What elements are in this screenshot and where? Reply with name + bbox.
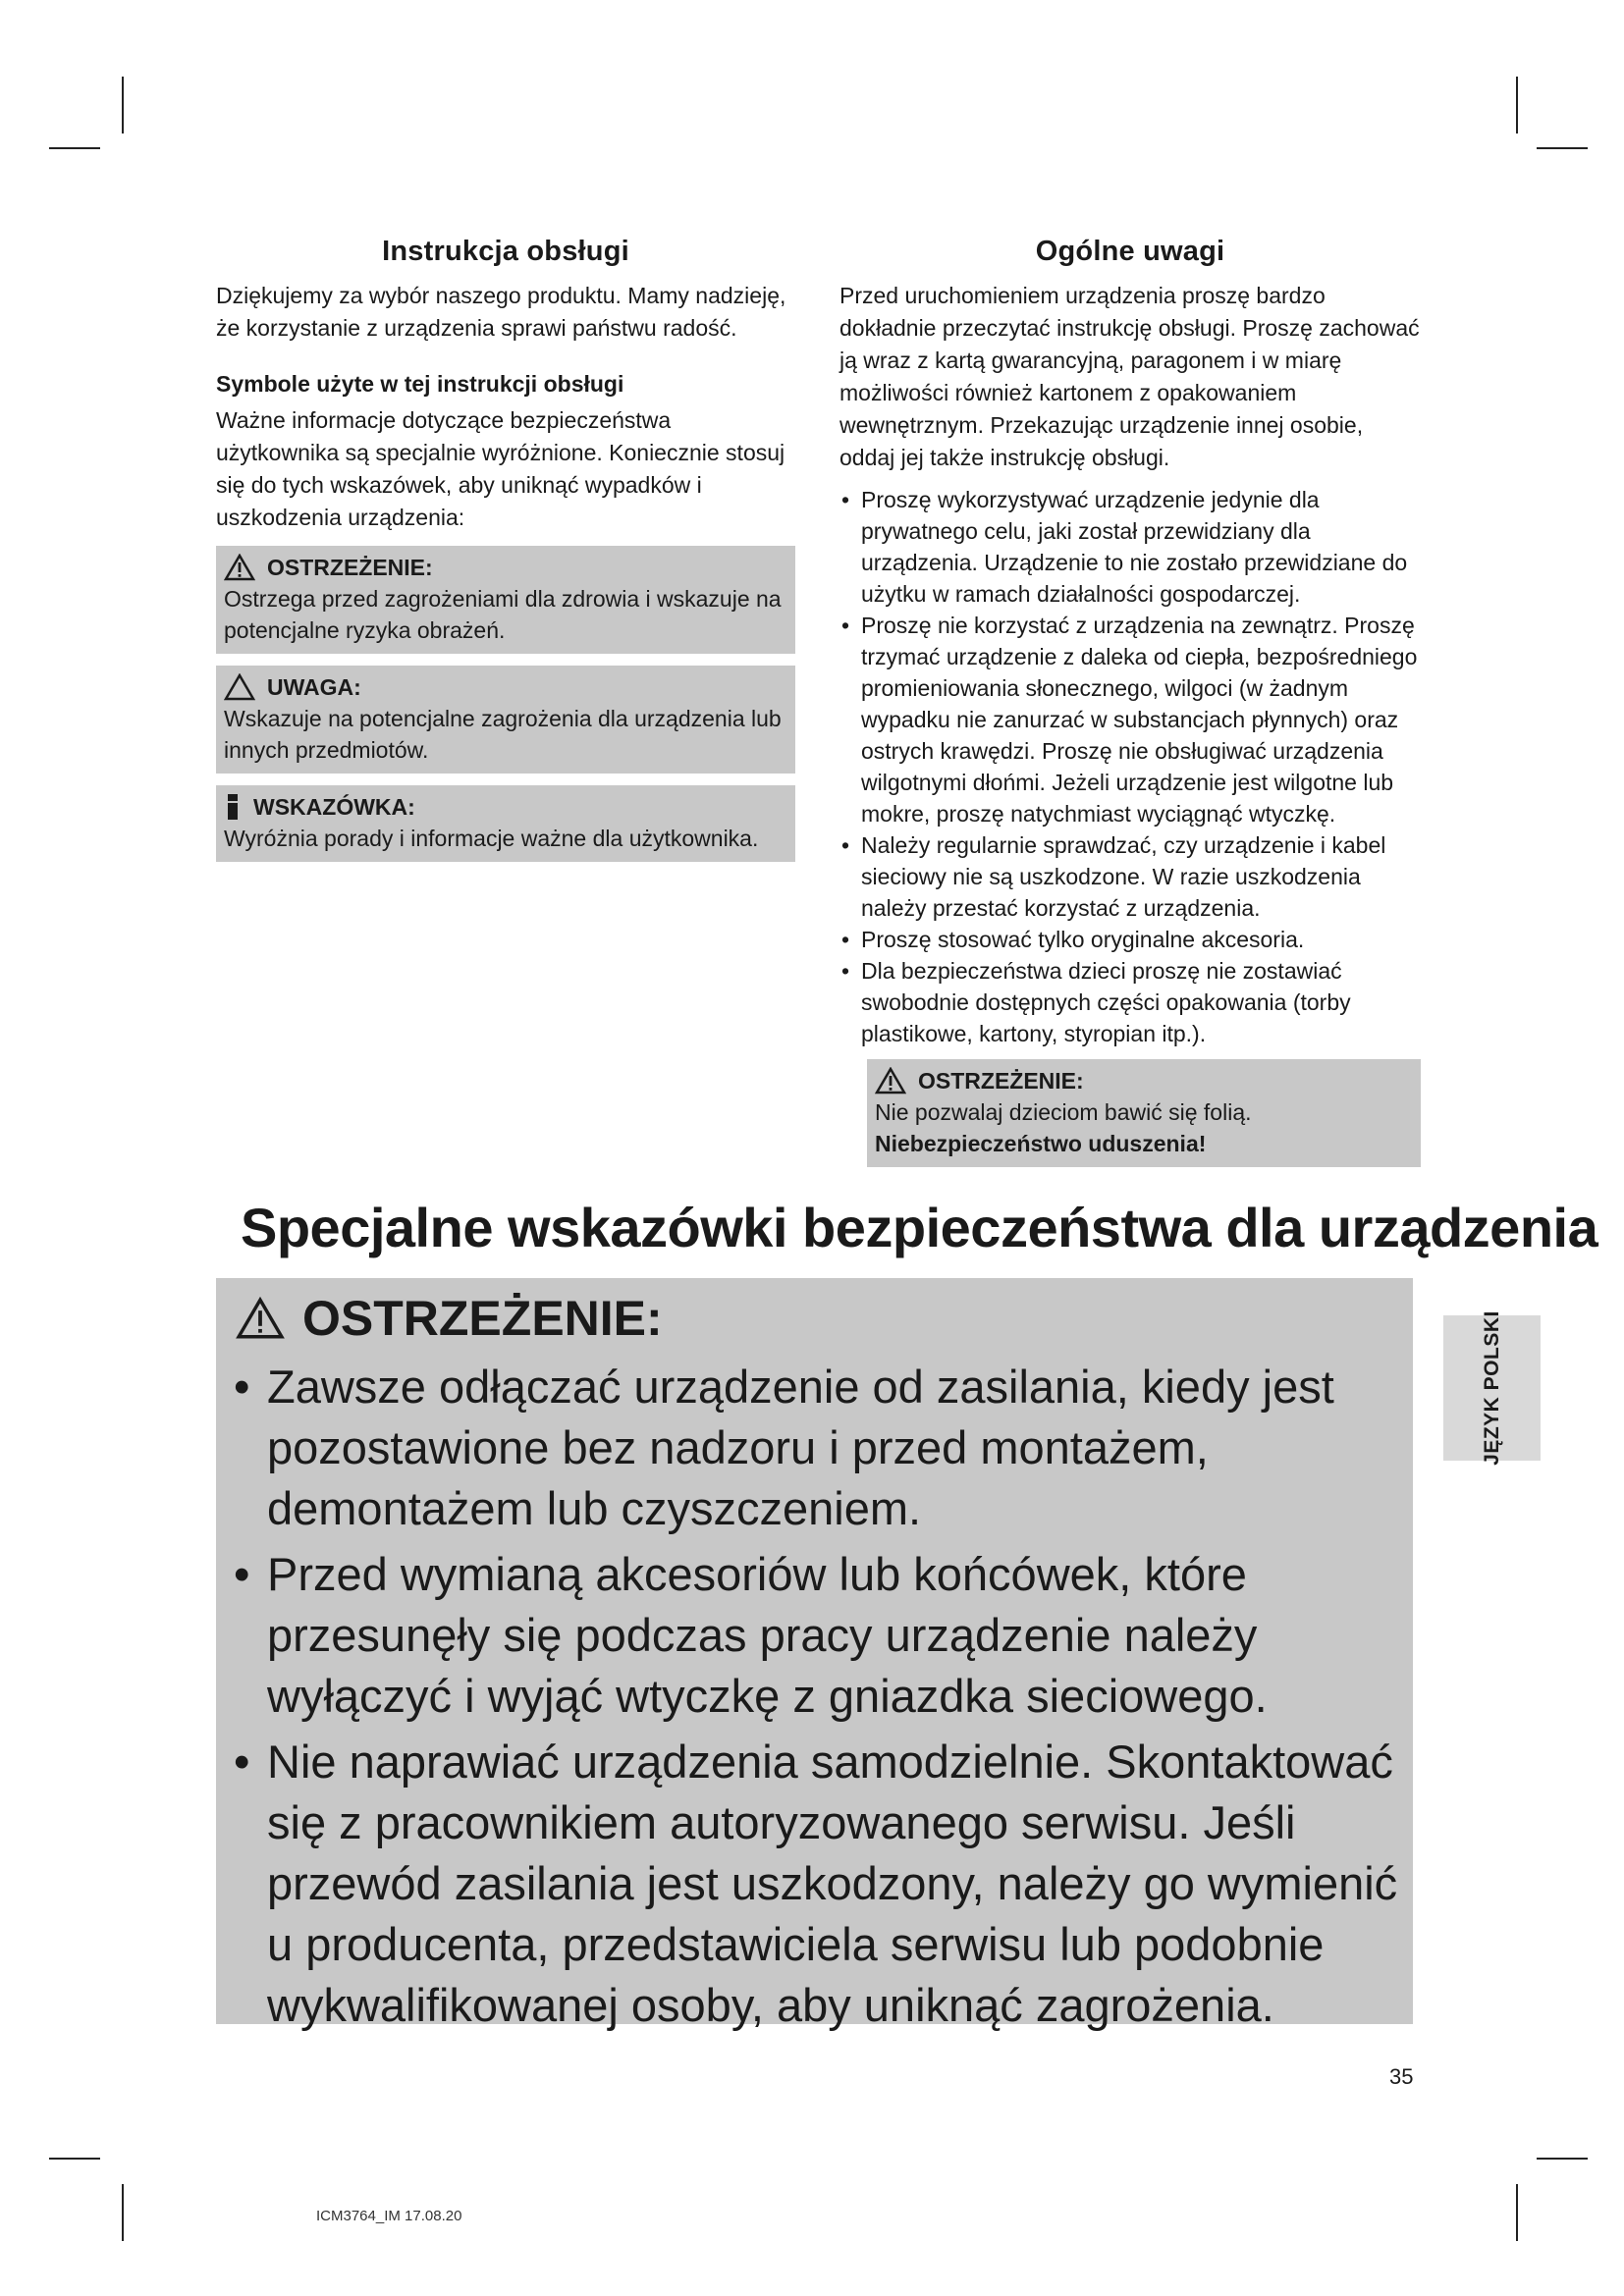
info-icon bbox=[224, 793, 242, 821]
general-notes-column bbox=[839, 236, 1421, 1167]
warning-triangle-icon bbox=[224, 554, 255, 581]
instructions-column bbox=[216, 236, 795, 862]
caution-triangle-icon bbox=[224, 673, 255, 701]
general-notes-list bbox=[839, 484, 1421, 1049]
special-safety-title: Specjalne wskazówki bezpieczeństwa dla urządzenia bbox=[241, 1197, 1598, 1258]
children-warning-box bbox=[867, 1059, 1421, 1167]
crop-mark bbox=[1516, 77, 1518, 133]
symbols-text: Ważne informacje dotyczące bezpieczeństwa użytkownika są specjalnie wyróżnione. Koniecznie stosuj się do tych wskazówek, aby uniknąć wypadków i uszkodzenia urządzenia: bbox=[216, 407, 785, 530]
footer-code: ICM3764_IM 17.08.20 bbox=[316, 2208, 462, 2224]
warning-box bbox=[216, 546, 795, 654]
crop-mark bbox=[1516, 2184, 1518, 2241]
note-text: Wyróżnia porady i informacje ważne dla użytkownika. bbox=[224, 826, 759, 851]
crop-mark bbox=[49, 147, 100, 149]
language-tab bbox=[1443, 1310, 1541, 1466]
page-number: 35 bbox=[1389, 2064, 1414, 2089]
warning-triangle-icon bbox=[875, 1067, 906, 1095]
list-item: • Należy regularnie sprawdzać, czy urządzenie i kabel sieciowy nie są uszkodzone. W razie uszkodzenia należy przestać korzystać z urządzenia. bbox=[841, 832, 1386, 921]
children-warning-text: Nie pozwalaj dzieciom bawić się folią. Niebezpieczeństwo uduszenia! bbox=[875, 1099, 1252, 1156]
caution-text: Wskazuje na potencjalne zagrożenia dla urządzenia lub innych przedmiotów. bbox=[224, 706, 782, 763]
warning-triangle-icon bbox=[236, 1297, 285, 1340]
list-item: • Nie naprawiać urządzenia samodzielnie. Skontaktować się z pracownikiem autoryzowanego serwisu. Jeśli przewód zasilania jest uszkodzony, należy go wymienić u producenta, przedstawiciela serwisu lub podobnie wykwalifikowanej osoby, aby uniknąć zagrożenia. bbox=[234, 1735, 1398, 2031]
suffocation-warning: Niebezpieczeństwo uduszenia! bbox=[875, 1131, 1207, 1156]
instructions-title: Instrukcja obsługi bbox=[382, 236, 629, 267]
general-intro-text: Przed uruchomieniem urządzenia proszę bardzo dokładnie przeczytać instrukcję obsługi. Proszę zachować ją wraz z kartą gwarancyjną, paragonem i w miarę możliwości również kartonem z opakowaniem wewnętrznym. Przekazując urządzenie innej osobie, oddaj jej także instrukcję obsługi. bbox=[839, 283, 1420, 470]
language-tab-label: JĘZYK POLSKI bbox=[1480, 1310, 1503, 1466]
crop-mark bbox=[1537, 147, 1588, 149]
symbols-heading: Symbole użyte w tej instrukcji obsługi bbox=[216, 371, 624, 397]
special-warning-box bbox=[216, 1278, 1413, 2031]
crop-mark bbox=[122, 77, 124, 133]
note-label: WSKAZÓWKA: bbox=[253, 794, 415, 820]
list-item: • Dla bezpieczeństwa dzieci proszę nie zostawiać swobodnie dostępnych części opakowania (torby plastikowe, kartony, styropian itp.). bbox=[841, 958, 1351, 1046]
list-item: • Zawsze odłączać urządzenie od zasilania, kiedy jest pozostawione bez nadzoru i przed montażem, demontażem lub czyszczeniem. bbox=[234, 1361, 1334, 1534]
special-warning-label: OSTRZEŻENIE: bbox=[302, 1291, 663, 1346]
special-safety-list bbox=[226, 1357, 1399, 2041]
list-item: • Proszę stosować tylko oryginalne akcesoria. bbox=[841, 927, 1305, 952]
note-box bbox=[216, 785, 795, 862]
list-item: • Proszę wykorzystywać urządzenie jedynie dla prywatnego celu, jaki został przewidziany dla urządzenia. Urządzenie to nie zostało przewidziane do użytku w ramach działalności gospodarczej. bbox=[841, 487, 1408, 607]
warning-text: Ostrzega przed zagrożeniami dla zdrowia i wskazuje na potencjalne ryzyka obrażeń. bbox=[224, 586, 782, 643]
general-notes-title: Ogólne uwagi bbox=[1035, 236, 1225, 267]
crop-mark bbox=[49, 2158, 100, 2160]
warning-label: OSTRZEŻENIE: bbox=[918, 1068, 1084, 1094]
caution-box bbox=[216, 666, 795, 774]
list-item: • Proszę nie korzystać z urządzenia na zewnątrz. Proszę trzymać urządzenie z daleka od ciepła, bezpośredniego promieniowania słonecznego, wilgoci (w żadnym wypadku nie zanurzać w substancjach płynnych) oraz ostrych krawędzi. Proszę nie obsługiwać urządzenia wilgotnymi dłońmi. Jeżeli urządzenie jest wilgotne lub mokre, proszę natychmiast wyciągnąć wtyczkę. bbox=[841, 613, 1418, 827]
crop-mark bbox=[122, 2184, 124, 2241]
warning-label: OSTRZEŻENIE: bbox=[267, 555, 433, 580]
caution-label: UWAGA: bbox=[267, 674, 361, 700]
list-item: • Przed wymianą akcesoriów lub końcówek, które przesunęły się podczas pracy urządzenie należy wyłączyć i wyjąć wtyczkę z gniazdka sieciowego. bbox=[234, 1548, 1268, 1722]
crop-mark bbox=[1537, 2158, 1588, 2160]
intro-text: Dziękujemy za wybór naszego produktu. Mamy nadzieję, że korzystanie z urządzenia sprawi państwu radość. bbox=[216, 283, 786, 341]
